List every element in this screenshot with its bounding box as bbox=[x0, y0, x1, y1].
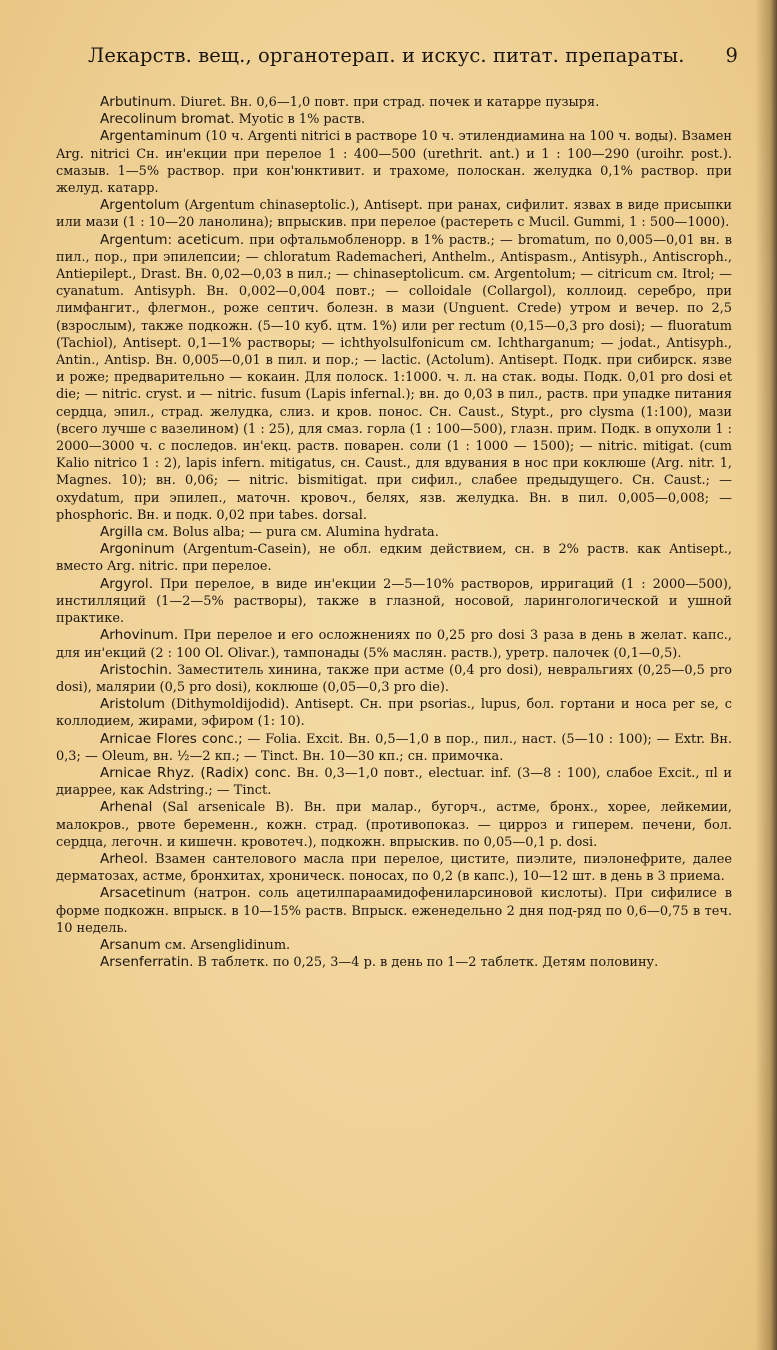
entry-text: При перелое, в виде ин'екции 2—5—10% растворов, ирригаций (1 : 2000—500), инстилляций (1—2—5% растворы), также в глазной, носовой, ларингологической и ушной практике. bbox=[56, 576, 732, 627]
entry-term: Arheol. bbox=[100, 850, 149, 867]
entry-argoninum bbox=[56, 541, 732, 575]
entry-arhovinum bbox=[56, 627, 732, 661]
entry-text: Myotic в 1% раств. bbox=[234, 112, 366, 128]
entry-text: Diuret. Вн. 0,6—1,0 повт. при страд. почек и катарре пузыря. bbox=[176, 95, 600, 110]
entry-text: см. Bolus alba; — pura см. Alumina hydrata. bbox=[142, 525, 439, 541]
entry-arnicae-flores bbox=[56, 731, 732, 765]
entry-text: — Folia. Excit. Вн. 0,5—1,0 в пор., пил., наст. (5—10 : 100); — Extr. Вн. 0,3; — Oleum, вн. ½—2 кп.; — Tinct. Вн. 10—30 кп.; сн. примочка. bbox=[56, 731, 733, 764]
page-number: 9 bbox=[725, 44, 738, 67]
entry-text: (натрон. соль ацетилпараамидофениларсиновой кислоты). При сифилисе в форме подкожн. впрыск. в 10—15% раств. Впрыск. еженедельно 2 дня под-ряд по 0,6—0,75 в теч. 10 недель. bbox=[56, 886, 732, 936]
entry-term: Argilla bbox=[100, 524, 143, 541]
entry-arnicae-rhyz bbox=[56, 765, 732, 799]
entry-text: В таблетк. по 0,25, 3—4 р. в день по 1—2 таблетк. Детям половину. bbox=[193, 955, 659, 971]
entry-text: (Dithymoldijodid). Antisept. Сн. при psorias., lupus, бол. гортани и носа per se, с коллодием, жирами, эфиром (1: 10). bbox=[56, 697, 732, 730]
entry-arhenal bbox=[56, 799, 732, 851]
entry-term: Argentum: aceticum. bbox=[100, 231, 245, 248]
entry-arheol bbox=[56, 851, 732, 885]
entry-arsanum bbox=[56, 937, 732, 954]
entry-text: (Argentum chinaseptolic.), Antisept. при ранах, сифилит. язвах в виде присыпки или мази (1 : 10—20 ланолина); впрыскив. при перелое (растереть с Mucil. Gummi, 1 : 500—1000). bbox=[56, 198, 732, 231]
entry-term: Arsenferratin. bbox=[100, 954, 194, 971]
running-header bbox=[88, 44, 738, 67]
entry-term: Aristolum bbox=[100, 696, 166, 713]
entry-term: Arbutinum. bbox=[100, 94, 177, 110]
entry-text: При перелое и его осложнениях по 0,25 pro dosi 3 раза в день в желат. капс., для ин'екций (2 : 100 Ol. Olivar.), тампонады (5% маслян. раств.), уретр. палочек (0,1—0,5). bbox=[56, 628, 732, 661]
entry-text: (Sal arsenicale B). Вн. при малар., бугорч., астме, бронх., хорее, лейкемии, малокров., рвоте беременн., кожн. страд. (противопоказ. — цирроз и гиперем. печени, бол. сердца, легочн. и кишечн. кровотеч.), подкожн. впрыскив. по 0,05—0,1 p. dosi. bbox=[56, 800, 732, 850]
header-title: Лекарств. вещ., органотерап. и искус. питат. препараты. bbox=[88, 44, 685, 67]
entry-argyrol bbox=[56, 576, 732, 628]
entry-text: см. Arsenglidinum. bbox=[160, 937, 291, 953]
entry-text: (10 ч. Argenti nitrici в растворе 10 ч. этилендиамина на 100 ч. воды). Взамен Arg. nitrici Сн. ин'екции при перелое 1 : 400—500 (urethrit. ant.) и 1 : 100—290 (uroihr. post.). смазыв. 1—5% раствор. при кон'юнктивит. и трахоме, полоскан. желудка 0,1% раствор. при желуд. катарр. bbox=[56, 129, 732, 197]
entry-argentum bbox=[56, 232, 732, 524]
entry-term: Arnicae Flores conc.; bbox=[100, 730, 243, 747]
entry-term: Arhenal bbox=[100, 799, 153, 816]
entries-list bbox=[56, 94, 732, 971]
entry-arsacetinum bbox=[56, 885, 732, 937]
entry-text: при офтальмобленорр. в 1% раств.; — bromatum, по 0,005—0,01 вн. в пил., пор., при эпилепсии; — chloratum Rademacheri, Anthelm., Antispasm., Antisyph., Antiscroph., Antiepilept., Drast. Вн. 0,02—0,03 в пил.; — chinaseptolicum. см. Argentolum; — citricum см. Itrol; — cyanatum. Antisyph. Вн. 0,002—0,004 повт.; — colloidale (Collargol), коллоид. серебро, при лимфангит., флегмон., роже септич. болезн. в мази (Unguent. Crede) утром и вечер. по 2,5 (взрослым), также подкожн. (5—10 куб. цтм. 1%) или per rectum (0,15—0,3 pro dosi); — fluoratum (Tachiol), Antisept. 0,1—1% растворы; — ichthyolsulfonicum см. Ichtharganum; — jodat., Antisyph., Antin., Antisp. Вн. 0,005—0,01 в пил. и пор.; — lactic. (Actolum). Antisept. Подк. при сибирск. язве и роже; предварительно — кокаин. Для полоск. 1:1000. ч. л. на стак. воды. Подк. 0,01 pro dosi et die; — nitric. cryst. и — nitric. fusum (Lapis infernal.); вн. до 0,03 в пил., раств. при упадке питания сердца, эпил., страд. желудка, слиз. и кров. понос. Сн. Caust., Stypt., pro clysma (1:100), мази (всего лучше с вазелином) (1 : 25), для смаз. горла (1 : 100—500), глазн. прим. Подк. в опухоли 1 : 2000—3000 ч. с последов. ин'екц. раств. поварен. соли (1 : 1000 — 1500); — nitric. mitigat. (cum Kalio nitrico 1 : 2), lapis infern. mitigatus, сн. Caust., для вдувания в нос при коклюше (Arg. nitr. 1, Magnes. 10); вн. 0,06; — nitric. bismitigat. при сифил., слабее предыдущего. Сн. Caust.; — oxydatum, при эпилеп., маточн. кровоч., белях, язв. желудка. Вн. в пил. 0,005—0,008; — phosphoric. Вн. и подк. 0,02 при tabes. dorsal. bbox=[56, 232, 732, 523]
entry-term: Arnicae Rhyz. (Radix) conc. bbox=[100, 764, 291, 781]
entry-term: Argentolum bbox=[100, 197, 180, 214]
entry-arbutinum bbox=[56, 94, 732, 111]
entry-term: Arecolinum bromat. bbox=[100, 111, 235, 128]
entry-argentolum bbox=[56, 197, 732, 231]
entry-text: Вн. 0,3—1,0 повт., electuar. inf. (3—8 : 100), слабое Excit., пl и диаррее, как Adstring.; — Tinct. bbox=[56, 765, 732, 799]
entry-term: Argoninum bbox=[100, 541, 175, 558]
entry-argilla bbox=[56, 524, 732, 541]
page-binding-shadow bbox=[755, 0, 777, 1350]
entry-aristochin bbox=[56, 662, 732, 696]
entry-text: Взамен сантелового масла при перелое, цистите, пиэлите, пиэлонефрите, далее дерматозах, астме, бронхитах, хроническ. поносах, по 0,2 (в капс.), 10—12 шт. в день в 3 приема. bbox=[56, 851, 732, 885]
entry-argentaminum bbox=[56, 128, 732, 197]
entry-term: Aristochin. bbox=[100, 661, 173, 678]
entry-term: Argyrol. bbox=[100, 575, 154, 592]
entry-arsenferratin bbox=[56, 954, 732, 971]
entry-arecolinum bbox=[56, 111, 732, 128]
entry-term: Argentaminum bbox=[100, 128, 202, 145]
entry-aristolum bbox=[56, 696, 732, 730]
entry-term: Arsacetinum bbox=[100, 885, 186, 902]
entry-text: (Argentum-Casein), не обл. едким действием, сн. в 2% раств. как Antisept., вместо Arg. nitric. при перелое. bbox=[56, 542, 732, 575]
entry-term: Arsanum bbox=[100, 936, 161, 953]
entry-text: Заместитель хинина, также при астме (0,4 pro dosi), невральгиях (0,25—0,5 pro dosi), малярии (0,5 pro dosi), коклюше (0,05—0,3 pro die). bbox=[56, 662, 732, 695]
entry-term: Arhovinum. bbox=[100, 627, 179, 644]
